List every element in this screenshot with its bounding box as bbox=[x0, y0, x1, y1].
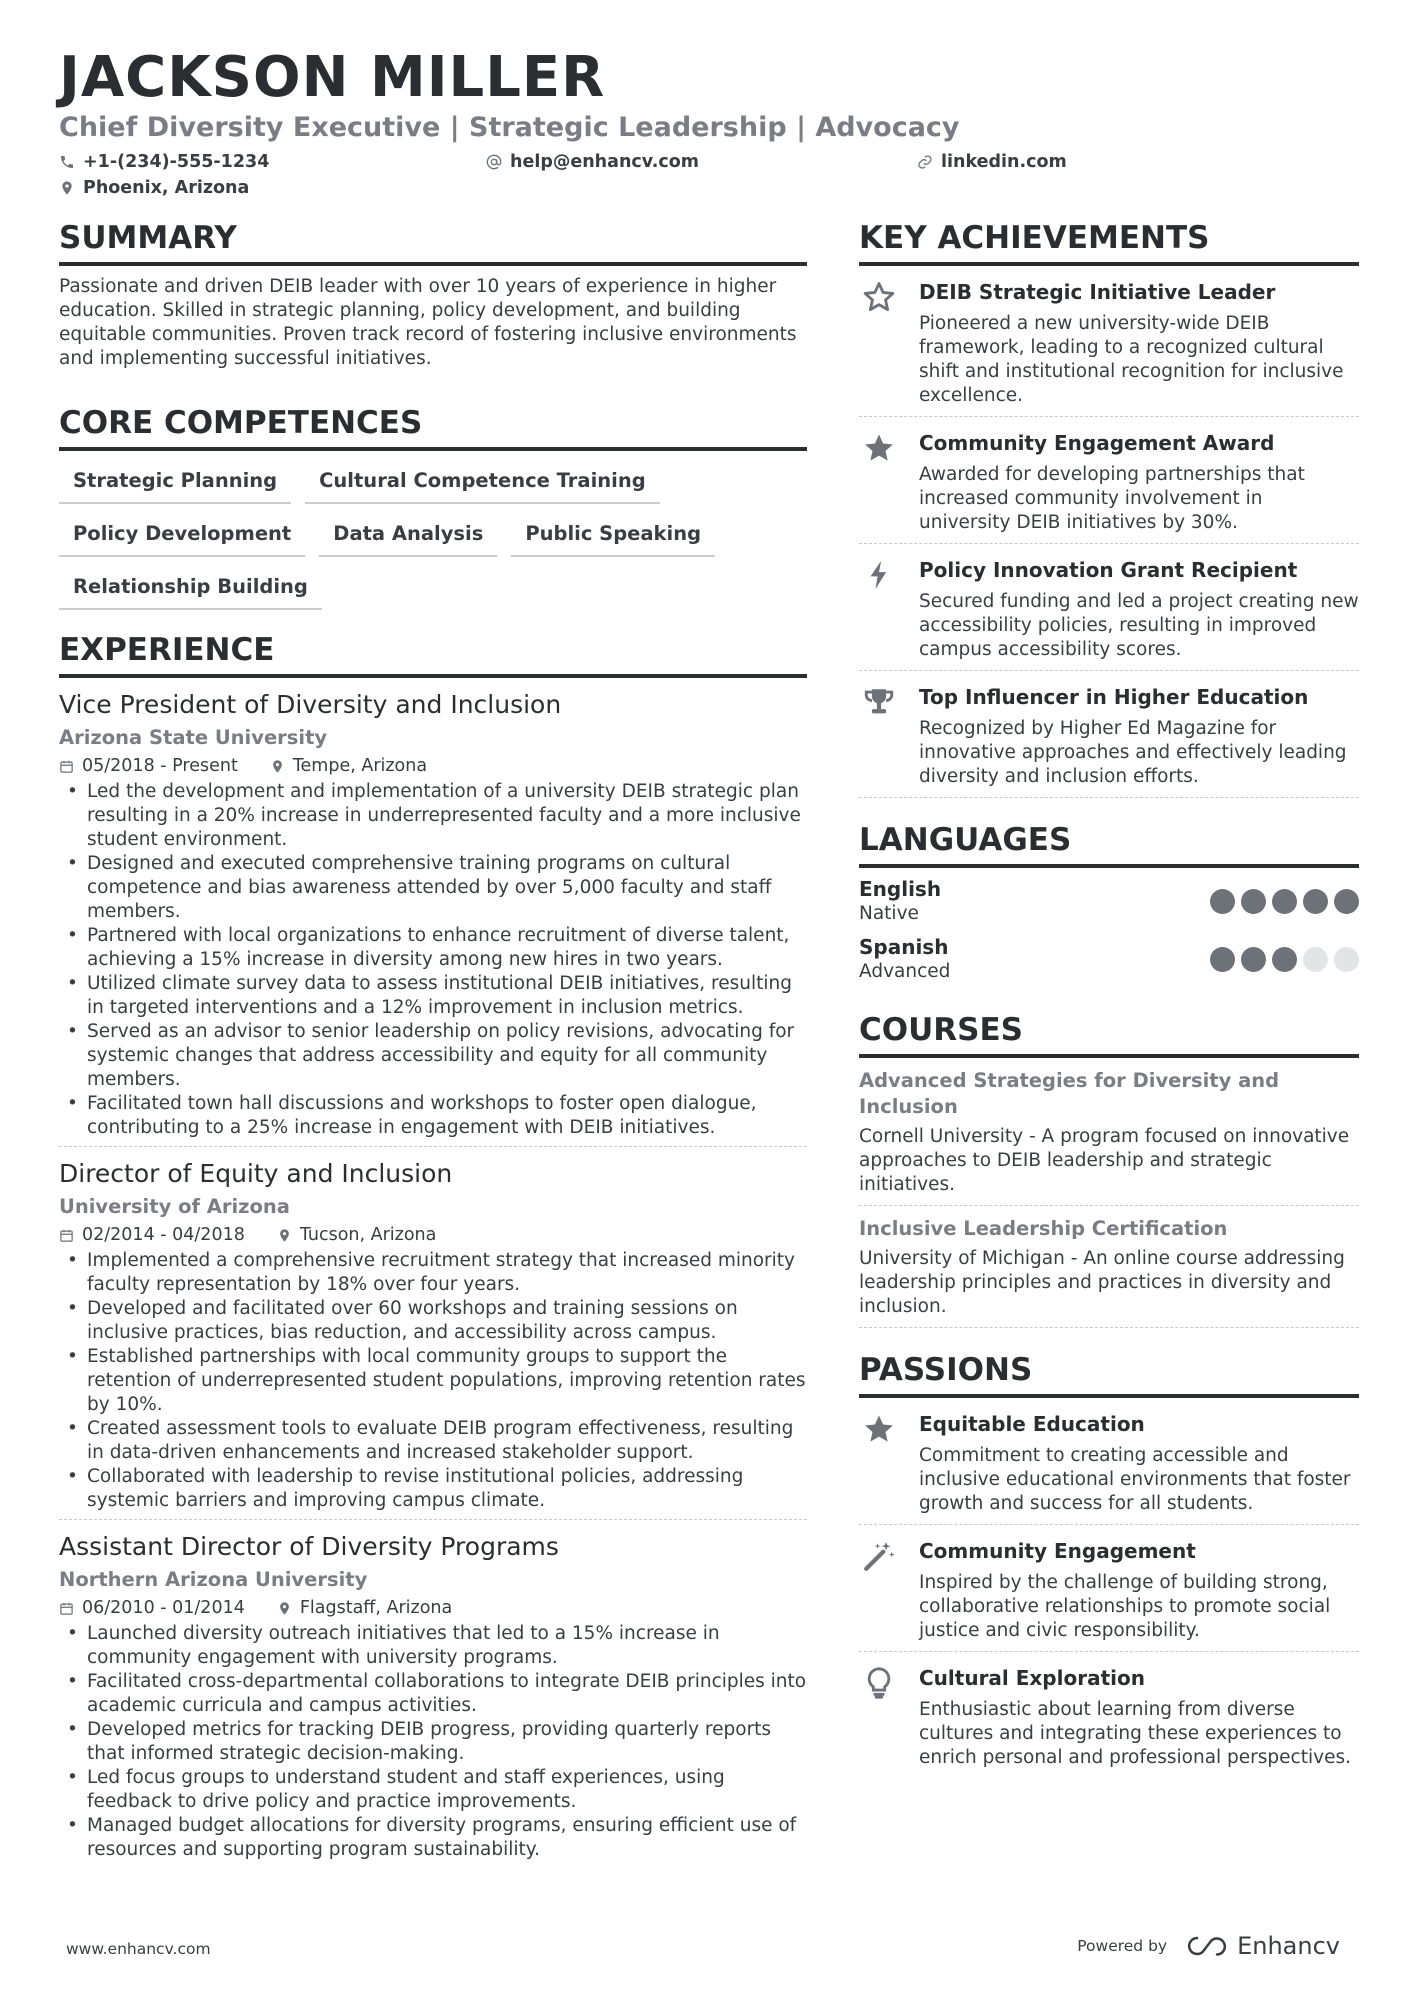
bullet-item: • Launched diversity outreach initiatives that led to a 15% increase in community engagement with university programs. bbox=[59, 1622, 807, 1670]
job-title: Director of Equity and Inclusion bbox=[59, 1159, 453, 1188]
language-rating bbox=[1210, 947, 1359, 972]
achievement-item bbox=[859, 544, 1359, 671]
job-bullets bbox=[59, 780, 807, 1140]
rating-dot-filled bbox=[1210, 947, 1235, 972]
email-text: help@enhancv.com bbox=[510, 152, 700, 172]
phone-text: +1-(234)-555-1234 bbox=[83, 152, 270, 172]
bullet-item: • Facilitated town hall discussions and workshops to foster open dialogue, contributing to a 25% increase in engagement with DEIB initiatives. bbox=[59, 1092, 807, 1140]
achievement-desc: Secured funding and led a project creating new accessibility policies, resulting in improved campus accessibility scores. bbox=[919, 591, 1359, 660]
footer-website[interactable]: www.enhancv.com bbox=[66, 1940, 211, 1958]
candidate-headline: Chief Diversity Executive | Strategic Leadership | Advocacy bbox=[59, 112, 960, 143]
star-outline-icon bbox=[862, 280, 896, 314]
achievement-title: Community Engagement Award bbox=[919, 431, 1275, 455]
lightning-icon bbox=[862, 558, 896, 592]
achievement-item bbox=[859, 671, 1359, 798]
footer-branding bbox=[1077, 1932, 1340, 1960]
job-company: Arizona State University bbox=[59, 726, 328, 749]
enhancv-logo-icon bbox=[1185, 1934, 1229, 1958]
contact-location bbox=[59, 176, 249, 200]
achievement-item bbox=[859, 266, 1359, 417]
bullet-item: • Led focus groups to understand student and staff experiences, using feedback to drive policy and practice improvements. bbox=[59, 1766, 807, 1814]
magic-wand-icon bbox=[862, 1539, 896, 1573]
bullet-item: • Developed metrics for tracking DEIB progress, providing quarterly reports that informed strategic decision-making. bbox=[59, 1718, 807, 1766]
achievement-desc: Pioneered a new university-wide DEIB framework, leading to a recognized cultural shift and institutional recognition for inclusive excellence. bbox=[919, 313, 1344, 406]
job-company: University of Arizona bbox=[59, 1195, 290, 1218]
bullet-item: • Managed budget allocations for diversity programs, ensuring efficient use of resources and supporting program sustainability. bbox=[59, 1814, 807, 1862]
skill-tag: Cultural Competence Training bbox=[305, 463, 660, 504]
rating-dot-filled bbox=[1334, 889, 1359, 914]
language-item bbox=[859, 876, 1359, 926]
job-bullets bbox=[59, 1622, 807, 1862]
achievement-title: Top Influencer in Higher Education bbox=[919, 685, 1309, 709]
experience-title: EXPERIENCE bbox=[59, 630, 807, 678]
course-desc: University of Michigan - An online course addressing leadership principles and practices in diversity and inclusion. bbox=[859, 1248, 1345, 1317]
achievement-item bbox=[859, 417, 1359, 544]
star-icon bbox=[862, 431, 896, 465]
location-pin-icon bbox=[59, 180, 75, 196]
rating-dot-filled bbox=[1210, 889, 1235, 914]
brand-name: Enhancv bbox=[1237, 1932, 1340, 1960]
bullet-item: • Developed and facilitated over 60 workshops and training sessions on inclusive practices, bias reduction, and accessibility across campus. bbox=[59, 1297, 807, 1345]
star-icon bbox=[862, 1412, 896, 1446]
bullet-item: • Implemented a comprehensive recruitment strategy that increased minority faculty representation by 18% over four years. bbox=[59, 1249, 807, 1297]
rating-dot-filled bbox=[1241, 889, 1266, 914]
experience-entry bbox=[59, 688, 807, 1147]
achievement-title: Policy Innovation Grant Recipient bbox=[919, 558, 1298, 582]
achievements-title: KEY ACHIEVEMENTS bbox=[859, 218, 1359, 266]
contact-linkedin[interactable] bbox=[917, 150, 1067, 174]
rating-dot-empty bbox=[1334, 947, 1359, 972]
achievement-title: DEIB Strategic Initiative Leader bbox=[919, 280, 1276, 304]
passion-item bbox=[859, 1398, 1359, 1525]
rating-dot-filled bbox=[1241, 947, 1266, 972]
bullet-item: • Partnered with local organizations to enhance recruitment of diverse talent, achieving a 15% increase in diversity among new hires in two years. bbox=[59, 924, 807, 972]
contact-phone bbox=[59, 150, 269, 174]
bullet-item: • Collaborated with leadership to revise institutional policies, addressing systemic barriers and improving campus climate. bbox=[59, 1465, 807, 1513]
right-column bbox=[859, 218, 1359, 1778]
linkedin-text: linkedin.com bbox=[941, 152, 1067, 172]
calendar-icon bbox=[59, 1228, 74, 1243]
job-location: Tucson, Arizona bbox=[299, 1225, 437, 1245]
language-rating bbox=[1210, 889, 1359, 914]
passion-desc: Inspired by the challenge of building strong, collaborative relationships to promote social justice and civic responsibility. bbox=[919, 1572, 1331, 1641]
job-dates: 02/2014 - 04/2018 bbox=[82, 1225, 245, 1245]
passion-title: Cultural Exploration bbox=[919, 1666, 1145, 1690]
summary-text: Passionate and driven DEIB leader with over 10 years of experience in higher education. Skilled in strategic planning, policy development, and building equitable communities. Proven track record of fostering inclusive environments and implementing successful initiatives. bbox=[59, 276, 797, 369]
competences-title: CORE COMPETENCES bbox=[59, 403, 807, 451]
rating-dot-filled bbox=[1272, 889, 1297, 914]
achievement-desc: Recognized by Higher Ed Magazine for innovative approaches and effectively leading diversity and inclusion efforts. bbox=[919, 718, 1347, 787]
phone-icon bbox=[59, 154, 75, 170]
bullet-item: • Created assessment tools to evaluate DEIB program effectiveness, resulting in data-driven enhancements and increased stakeholder support. bbox=[59, 1417, 807, 1465]
skills-list bbox=[59, 463, 807, 610]
bullet-item: • Established partnerships with local community groups to support the retention of underrepresented student populations, improving retention rates by 10%. bbox=[59, 1345, 807, 1417]
candidate-name: JACKSON MILLER bbox=[59, 45, 606, 110]
trophy-icon bbox=[862, 685, 896, 719]
brand-logo[interactable] bbox=[1185, 1932, 1340, 1960]
language-name: Spanish bbox=[859, 935, 949, 959]
at-icon bbox=[486, 154, 502, 170]
skill-tag: Strategic Planning bbox=[59, 463, 291, 504]
job-location: Tempe, Arizona bbox=[292, 756, 428, 776]
lightbulb-icon bbox=[862, 1666, 896, 1700]
calendar-icon bbox=[59, 1601, 74, 1616]
bullet-item: • Led the development and implementation of a university DEIB strategic plan resulting in a 20% increase in underrepresented faculty and a more inclusive student environment. bbox=[59, 780, 807, 852]
location-pin-icon bbox=[277, 1601, 292, 1616]
course-item bbox=[859, 1206, 1359, 1328]
passion-title: Community Engagement bbox=[919, 1539, 1196, 1563]
left-column bbox=[59, 218, 807, 1868]
job-meta bbox=[59, 1223, 807, 1247]
summary-title: SUMMARY bbox=[59, 218, 807, 266]
course-title: Inclusive Leadership Certification bbox=[859, 1217, 1228, 1240]
passions-title: PASSIONS bbox=[859, 1350, 1359, 1398]
job-meta bbox=[59, 1596, 807, 1620]
location-pin-icon bbox=[277, 1228, 292, 1243]
job-location: Flagstaff, Arizona bbox=[299, 1598, 453, 1618]
bullet-item: • Served as an advisor to senior leadership on policy revisions, advocating for systemic changes that address accessibility and equity for all community members. bbox=[59, 1020, 807, 1092]
language-name: English bbox=[859, 877, 942, 901]
rating-dot-empty bbox=[1303, 947, 1328, 972]
passion-item bbox=[859, 1525, 1359, 1652]
job-dates: 06/2010 - 01/2014 bbox=[82, 1598, 245, 1618]
skill-tag: Public Speaking bbox=[511, 516, 715, 557]
skill-tag: Relationship Building bbox=[59, 569, 322, 610]
course-title: Advanced Strategies for Diversity and Inclusion bbox=[859, 1069, 1280, 1118]
resume-header bbox=[59, 44, 1359, 202]
skill-tag: Data Analysis bbox=[319, 516, 497, 557]
course-desc: Cornell University - A program focused on innovative approaches to DEIB leadership and strategic initiatives. bbox=[859, 1126, 1350, 1195]
job-dates: 05/2018 - Present bbox=[82, 756, 238, 776]
language-level: Native bbox=[859, 903, 919, 924]
job-title: Vice President of Diversity and Inclusion bbox=[59, 690, 562, 719]
experience-entry bbox=[59, 1157, 807, 1520]
passion-desc: Enthusiastic about learning from diverse cultures and integrating these experiences to enrich personal and professional perspectives. bbox=[919, 1699, 1351, 1768]
bullet-item: • Utilized climate survey data to assess institutional DEIB initiatives, resulting in targeted interventions and a 12% improvement in inclusion metrics. bbox=[59, 972, 807, 1020]
contact-info bbox=[59, 150, 1359, 202]
course-item bbox=[859, 1058, 1359, 1206]
calendar-icon bbox=[59, 759, 74, 774]
languages-title: LANGUAGES bbox=[859, 820, 1359, 868]
bullet-item: • Facilitated cross-departmental collaborations to integrate DEIB principles into academic curricula and campus activities. bbox=[59, 1670, 807, 1718]
achievement-desc: Awarded for developing partnerships that increased community involvement in university DEIB initiatives by 30%. bbox=[919, 464, 1305, 533]
job-meta bbox=[59, 754, 807, 778]
job-title: Assistant Director of Diversity Programs bbox=[59, 1532, 559, 1561]
language-item bbox=[859, 934, 1359, 984]
job-company: Northern Arizona University bbox=[59, 1568, 368, 1591]
skill-tag: Policy Development bbox=[59, 516, 305, 557]
rating-dot-filled bbox=[1303, 889, 1328, 914]
job-bullets bbox=[59, 1249, 807, 1513]
location-pin-icon bbox=[270, 759, 285, 774]
contact-email[interactable] bbox=[486, 150, 699, 174]
courses-title: COURSES bbox=[859, 1010, 1359, 1058]
link-icon bbox=[917, 154, 933, 170]
rating-dot-filled bbox=[1272, 947, 1297, 972]
language-level: Advanced bbox=[859, 961, 951, 982]
experience-entry bbox=[59, 1530, 807, 1868]
passion-title: Equitable Education bbox=[919, 1412, 1145, 1436]
powered-by-text: Powered by bbox=[1077, 1937, 1168, 1955]
bullet-item: • Designed and executed comprehensive training programs on cultural competence and bias awareness attended by over 5,000 faculty and staff members. bbox=[59, 852, 807, 924]
passion-desc: Commitment to creating accessible and inclusive educational environments that foster growth and success for all students. bbox=[919, 1445, 1351, 1514]
location-text: Phoenix, Arizona bbox=[83, 178, 250, 198]
passion-item bbox=[859, 1652, 1359, 1778]
